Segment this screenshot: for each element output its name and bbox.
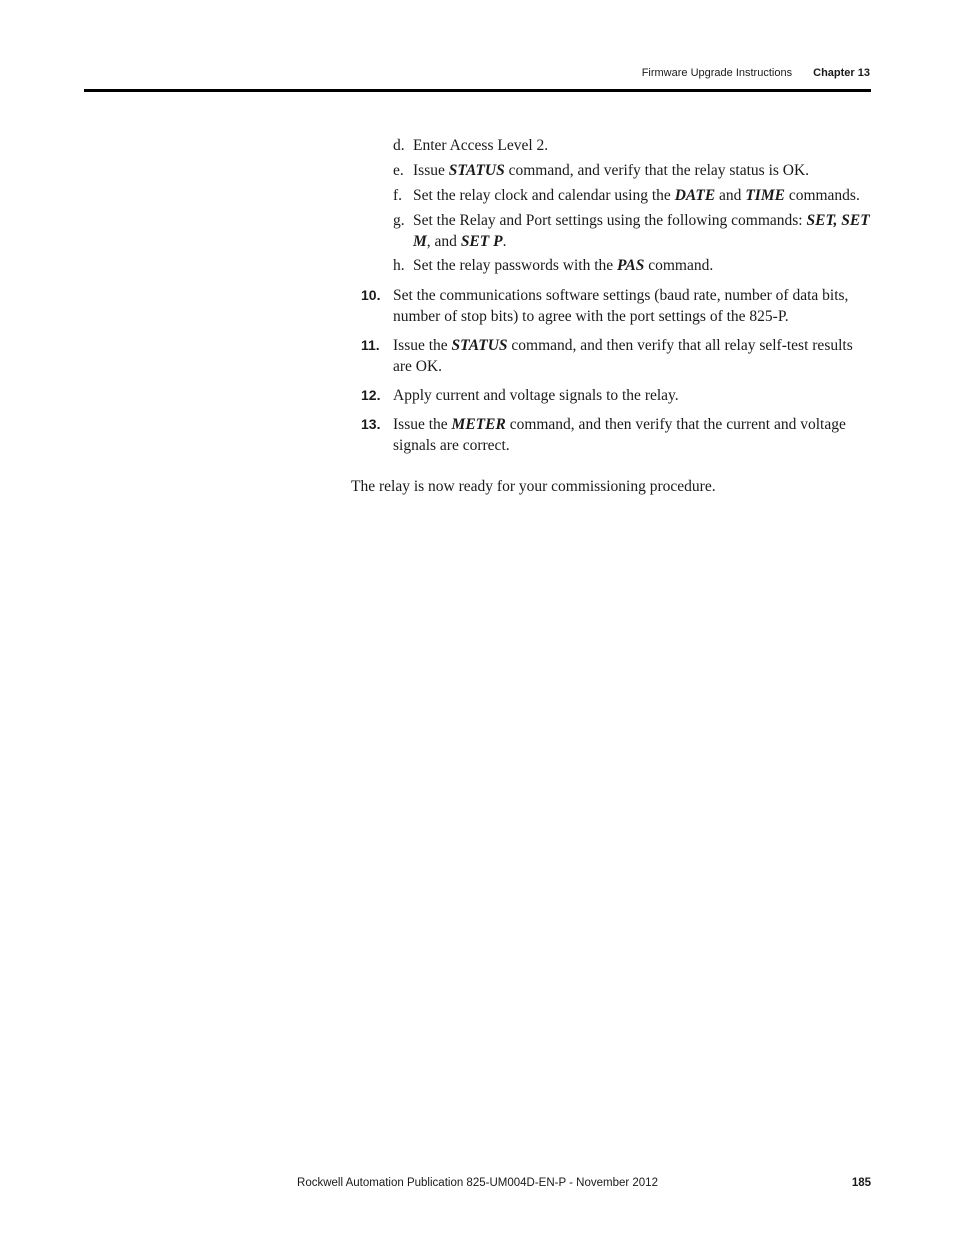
chapter-label: Chapter 13 — [813, 67, 870, 79]
sub-step-f — [393, 185, 873, 206]
sub-step-text: Issue STATUS command, and verify that the relay status is OK. — [413, 162, 810, 179]
command-status: STATUS — [448, 162, 505, 179]
section-title: Firmware Upgrade Instructions — [641, 67, 793, 79]
sub-step-text: Enter Access Level 2. — [413, 137, 549, 154]
sub-step-text: Set the relay passwords with the PAS command. — [413, 257, 714, 274]
command-pas: PAS — [617, 257, 645, 274]
command-meter: METER — [451, 416, 506, 433]
sub-step-letter: g. — [393, 212, 405, 229]
step-text: Apply current and voltage signals to the relay. — [393, 387, 679, 404]
closing-paragraph: The relay is now ready for your commissioning procedure. — [351, 478, 716, 495]
sub-step-letter: d. — [393, 137, 405, 154]
step-number: 13. — [361, 416, 381, 432]
sub-step-letter: h. — [393, 257, 405, 274]
step-text: Set the communications software settings (baud rate, number of data bits, number of stop bits) to agree with the port settings of the 825-P. — [393, 287, 849, 325]
sub-step-h — [393, 255, 873, 276]
sub-step-e — [393, 160, 873, 181]
sub-step-g — [393, 210, 873, 252]
header-rule — [84, 89, 871, 92]
sub-step-letter: e. — [393, 162, 404, 179]
step-text: Issue the METER command, and then verify that the current and voltage signals are correct. — [393, 416, 846, 454]
step-13 — [361, 414, 873, 456]
step-12 — [361, 385, 873, 406]
command-set-p: SET P — [460, 233, 503, 250]
step-text: Issue the STATUS command, and then verify that all relay self-test results are OK. — [393, 337, 853, 375]
publication-info: Rockwell Automation Publication 825-UM004D-EN-P - November 2012 — [297, 1177, 658, 1189]
command-set-m: SET M — [413, 212, 870, 250]
sub-step-text: Set the relay clock and calendar using the DATE and TIME commands. — [413, 187, 860, 204]
sub-step-letter: f. — [393, 187, 403, 204]
step-11 — [361, 335, 873, 377]
sub-step-d — [393, 135, 873, 156]
command-time: TIME — [745, 187, 785, 204]
step-10 — [361, 285, 873, 327]
command-set: SET, — [806, 212, 838, 229]
step-number: 11. — [361, 337, 380, 353]
page-number: 185 — [851, 1177, 871, 1189]
step-number: 10. — [361, 287, 381, 303]
command-status: STATUS — [451, 337, 508, 354]
step-number: 12. — [361, 387, 381, 403]
sub-step-text: Set the Relay and Port settings using the following commands: SET, SET M, and SET P. — [413, 212, 870, 250]
running-header — [642, 67, 870, 79]
command-date: DATE — [674, 187, 716, 204]
